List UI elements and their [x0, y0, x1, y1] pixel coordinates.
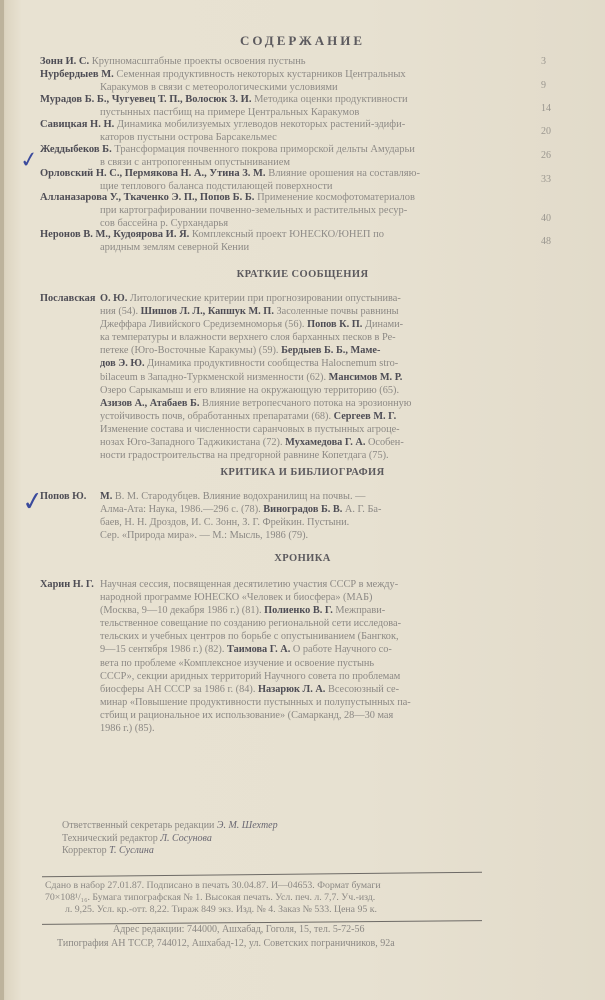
- text-line: ния (54). Шишов Л. Л., Капшук М. П. Засоленные почвы равнины: [100, 306, 399, 318]
- toc-page-number: 3: [541, 56, 546, 67]
- toc-page-number: 14: [541, 103, 551, 114]
- handwritten-check-icon: ✓: [20, 485, 46, 519]
- text-line: петеке (Юго-Восточные Каракумы) (59). Бердыев Б. Б., Маме-: [100, 345, 381, 357]
- toc-title: Динамика мобилизуемых углеводов некоторых растений-эдифи-: [116, 119, 406, 130]
- text-line: ка температуры и влажности верхнего слоя барханных песков в Ре-: [100, 332, 396, 344]
- paragraph-lead-author: Пославская: [40, 293, 96, 304]
- text-line: тельских и учебных центров по борьбе с опустыниванием (Бангкок,: [100, 631, 399, 643]
- toc-title: Комплексный проект ЮНЕСКО/ЮНЕП по: [191, 229, 385, 240]
- chronicle-paragraph: [40, 578, 510, 735]
- toc-title: Трансформация почвенного покрова приморской дельты Амударьи: [114, 144, 415, 155]
- text-line: Сер. «Природа мира». — М.: Мысль, 1986 (79).: [100, 530, 309, 542]
- chronicle-heading: ХРОНИКА: [274, 553, 331, 564]
- text-line: Азизов А., Атабаев Б. Влияние ветропесчаного потока на эрозионную: [100, 397, 412, 409]
- text-line: 1986 г.) (85).: [100, 723, 155, 735]
- secretary-line: Ответственный секретарь редакции Э. М. Шехтер: [62, 820, 278, 831]
- handwritten-check-icon: ✓: [18, 146, 41, 175]
- toc-authors: Нурбердыев М.: [40, 69, 114, 80]
- toc-authors: Жеддыбеков Б.: [40, 144, 112, 155]
- toc-entry: [40, 55, 510, 68]
- text-line: устойчивость почв, обработанных препаратами (68). Сергеев М. Г.: [100, 410, 397, 422]
- toc-title: Крупномасштабные проекты освоения пустынь: [91, 56, 306, 67]
- text-line: нозах Юго-Западного Таджикистана (72). Мухамедова Г. А. Особен-: [100, 437, 404, 449]
- corrector-line: Корректор Т. Суслина: [62, 845, 154, 856]
- text-line: М. В. М. Стародубцев. Влияние водохранилищ на почвы. —: [100, 491, 366, 502]
- toc-authors: Савицкая Н. Н.: [40, 119, 115, 130]
- toc-entry: [40, 191, 510, 230]
- imprint-block: Сдано в набор 27.01.87. Подписано в печать 30.04.87. И—04653. Формат бумаги 70×108¹/₁₆. Бумага типографская № 1. Высокая печать. Усл. печ. л. 7,7. Уч.-изд. л. 9,25. Усл. кр.-отт. 8,22. Тираж 849 экз. Изд. № 4. Заказ № 533. Цена 95 к.: [45, 880, 381, 915]
- toc-authors: Орловский Н. С., Пермякова Н. А., Утина З. М.: [40, 168, 266, 179]
- toc-title-cont: Каракумов в связи с метеорологическими условиями: [100, 82, 338, 93]
- text-line: вета по проблеме «Комплексное изучение и освоение пустынь: [100, 657, 375, 669]
- toc-entry: [40, 118, 510, 144]
- toc-authors: Зонн И. С.: [40, 56, 90, 67]
- toc-entry: [40, 228, 510, 254]
- text-line: Алма-Ата: Наука, 1986.—296 с. (78). Виноградов Б. В. А. Г. Ба-: [100, 504, 382, 516]
- text-line: bilaceum в Западно-Туркменской низменности (62). Мансимов М. Р.: [100, 371, 403, 383]
- toc-page-number: 48: [541, 236, 551, 247]
- short-reports-paragraph: [40, 292, 510, 462]
- toc-title: Влияние орошения на составляю-: [268, 168, 420, 179]
- text-line: 9—15 сентября 1986 г.) (82). Таимова Г. А. О работе Научного со-: [100, 644, 392, 656]
- staff-credits: [62, 820, 278, 858]
- toc-page-number: 26: [541, 150, 551, 161]
- text-line: (Москва, 9—10 декабря 1986 г.) (81). Полиенко В. Г. Межправи-: [100, 605, 386, 617]
- text-line: баев, Н. Н. Дроздов, И. С. Зонн, З. Г. Фрейкин. Пустыни.: [100, 517, 350, 529]
- tech-editor-line: Технический редактор Л. Сосунова: [62, 832, 212, 844]
- toc-page-number: 20: [541, 126, 551, 137]
- toc-entry: [40, 68, 510, 94]
- toc-entry: [40, 167, 510, 193]
- text-line: Озеро Сарыкамыш и его влияние на окружающую территорию (65).: [100, 384, 400, 396]
- toc-title-cont: сов бассейна р. Сурхандарья: [100, 218, 229, 229]
- text-line: Изменение состава и численности саранчовых в пустынных агроце-: [100, 423, 400, 435]
- toc-entry: [40, 143, 510, 169]
- criticism-paragraph: [40, 490, 510, 542]
- paragraph-body: [100, 292, 510, 462]
- toc-title-cont: щие теплового баланса подстилающей поверхности: [100, 181, 333, 192]
- toc-authors: Неронов В. М., Кудоярова И. Я.: [40, 229, 190, 240]
- short-reports-heading: КРАТКИЕ СООБЩЕНИЯ: [236, 269, 369, 280]
- text-line: народной программе ЮНЕСКО «Человек и биосфера» (МАБ): [100, 592, 373, 604]
- toc-page-number: 40: [541, 213, 551, 224]
- criticism-heading: КРИТИКА И БИБЛИОГРАФИЯ: [220, 467, 385, 478]
- text-line: тельственное совещание по созданию региональной сети исследова-: [100, 618, 402, 630]
- toc-page-number: 9: [541, 80, 546, 91]
- toc-title-cont: при картографировании почвенно-земельных и растительных ресур-: [100, 205, 408, 216]
- text-line: СССР», секции аридных территорий Научного совета по проблемам: [100, 670, 401, 682]
- toc-entry: [40, 93, 510, 119]
- printing-address: Типография АН ТССР, 744012, Ашхабад-12, ул. Советских пограничников, 92а: [57, 938, 395, 949]
- toc-title: Семенная продуктивность некоторых кустарников Центральных: [116, 69, 406, 80]
- toc-page-number: 33: [541, 174, 551, 185]
- toc-title-cont: аридным землям северной Кении: [100, 242, 250, 253]
- text-line: Научная сессия, посвященная десятилетию участия СССР в между-: [100, 579, 399, 590]
- paragraph-lead-author: Харин Н. Г.: [40, 579, 94, 590]
- toc-title: Методика оценки продуктивности: [254, 94, 408, 105]
- text-line: стбищ и рациональное их использование» (Самарканд, 28—30 мая: [100, 709, 394, 721]
- contents-heading: СОДЕРЖАНИЕ: [239, 33, 366, 48]
- text-line: ности градостроительства на предгорной равнине Копетдага (75).: [100, 450, 389, 462]
- editorial-address: Адрес редакции: 744000, Ашхабад, Гоголя, 15, тел. 5-72-56: [113, 924, 365, 935]
- text-line: дов Э. Ю. Динамика продуктивности сообщества Halocnemum stro-: [100, 358, 399, 370]
- toc-authors: Мурадов Б. Б., Чугуевец Т. П., Волосюк З. И.: [40, 94, 252, 105]
- toc-title-cont: пустынных пастбищ на примере Центральных Каракумов: [100, 107, 360, 118]
- toc-title-cont: каторов пустыни острова Барсакельмес: [100, 132, 277, 143]
- text-line: Джеффара Ливийского Средиземноморья (56). Попов К. П. Динами-: [100, 319, 404, 331]
- text-line: минар «Повышение продуктивности пустынных и полупустынных па-: [100, 696, 411, 708]
- paragraph-lead-author: Попов Ю.: [40, 491, 87, 502]
- imprint-top-rule: [42, 872, 482, 878]
- text-line: О. Ю. Литологические критерии при прогнозировании опустынива-: [100, 293, 401, 304]
- toc-title-cont: в связи с антропогенным опустыниванием: [100, 157, 291, 168]
- paragraph-body: [100, 490, 510, 542]
- paragraph-body: [100, 578, 510, 735]
- text-line: биосферы АН СССР за 1986 г. (84). Назарюк Л. А. Всесоюзный се-: [100, 683, 400, 695]
- toc-title: Применение космофотоматериалов: [257, 192, 415, 203]
- page-spine-shadow: [0, 0, 4, 1000]
- toc-authors: Алланазарова У., Ткаченко Э. П., Попов Б. Б.: [40, 192, 255, 203]
